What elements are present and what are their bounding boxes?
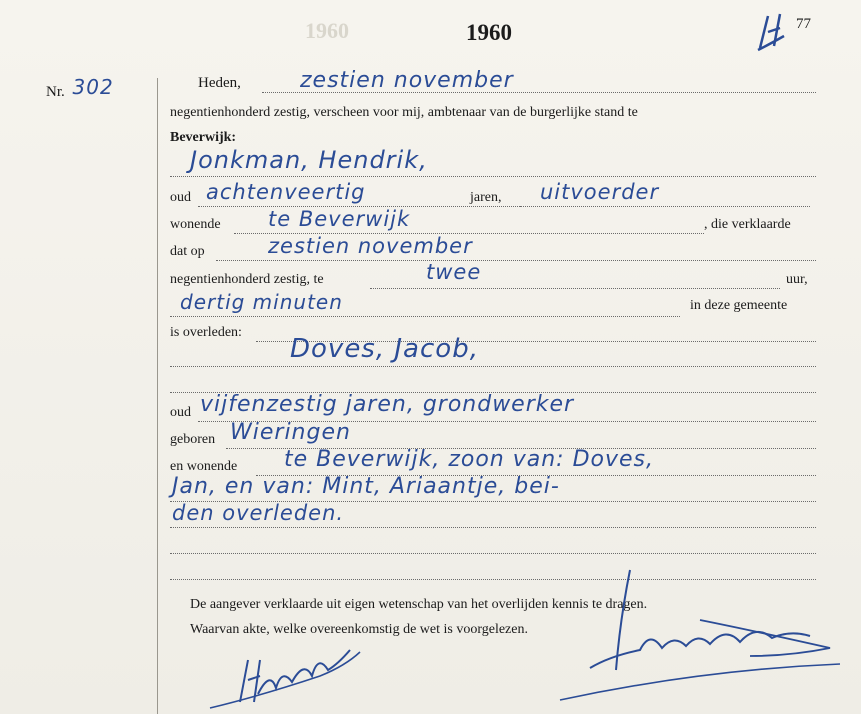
hour-rule xyxy=(370,288,780,289)
closing-statement: De aangever verklaarde uit eigen wetenschap van het overlijden kennis te dragen. xyxy=(190,597,648,612)
death-date: zestien november xyxy=(268,234,473,258)
deceased-residence-line-3: den overleden. xyxy=(172,501,345,525)
jaren-label: jaren, xyxy=(470,190,502,205)
closing-read-aloud: Waarvan akte, welke overeenkomstig de wet is voorgelezen. xyxy=(190,622,528,637)
death-date-rule xyxy=(216,260,816,261)
page-year: 1960 xyxy=(466,20,512,45)
overleden-label: is overleden: xyxy=(170,325,242,340)
deceased-birthplace: Wieringen xyxy=(230,420,351,445)
informant-age: achtenveertig xyxy=(206,180,366,204)
gemeente-label: in deze gemeente xyxy=(690,298,788,313)
registrar-signature xyxy=(550,560,850,710)
margin-rule xyxy=(157,78,158,714)
informant-signature xyxy=(200,630,370,710)
date-words: zestien november xyxy=(300,68,514,93)
death-hour: twee xyxy=(426,260,482,284)
nr-label: Nr. xyxy=(46,84,65,100)
nr-value: 302 xyxy=(72,75,114,99)
oud2-label: oud xyxy=(170,405,191,420)
deceased-name: Doves, Jacob, xyxy=(290,334,479,364)
minutes-rule xyxy=(170,316,680,317)
dat-op-label: dat op xyxy=(170,244,205,259)
geboren-label: geboren xyxy=(170,432,216,447)
informant-residence: te Beverwijk xyxy=(268,207,411,231)
municipality: Beverwijk: xyxy=(170,130,237,145)
continuation-rule-2 xyxy=(170,527,816,528)
oud-label: oud xyxy=(170,190,191,205)
heden-label: Heden, xyxy=(198,75,241,91)
informant-rule xyxy=(170,176,816,177)
deceased-age-occupation: vijfenzestig jaren, grondwerker xyxy=(200,392,575,417)
deceased-residence-line-2: Jan, en van: Mint, Ariaantje, bei- xyxy=(172,474,560,499)
year-te-label: negentienhonderd zestig, te xyxy=(170,272,324,287)
wonende-label: wonende xyxy=(170,217,221,232)
margin-initials-stamp xyxy=(750,6,840,56)
deceased-residence-line-1: te Beverwijk, zoon van: Doves, xyxy=(284,447,654,472)
death-minutes: dertig minuten xyxy=(180,290,343,314)
blank-rule-2 xyxy=(170,553,816,554)
informant-name: Jonkman, Hendrik, xyxy=(190,146,428,174)
deceased-name-rule xyxy=(170,366,816,367)
occupation-rule xyxy=(520,206,810,207)
bleed-through-year: 1960 xyxy=(305,18,349,43)
uur-label: uur, xyxy=(786,272,808,287)
die-verklaarde-label: , die verklaarde xyxy=(704,217,791,232)
intro-text: negentienhonderd zestig, verscheen voor mij, ambtenaar van de burgerlijke stand te xyxy=(170,105,638,120)
record-number xyxy=(46,75,114,101)
stamp-number: 77 xyxy=(796,16,811,32)
en-wonende-label: en wonende xyxy=(170,459,238,474)
informant-occupation: uitvoerder xyxy=(540,180,660,204)
